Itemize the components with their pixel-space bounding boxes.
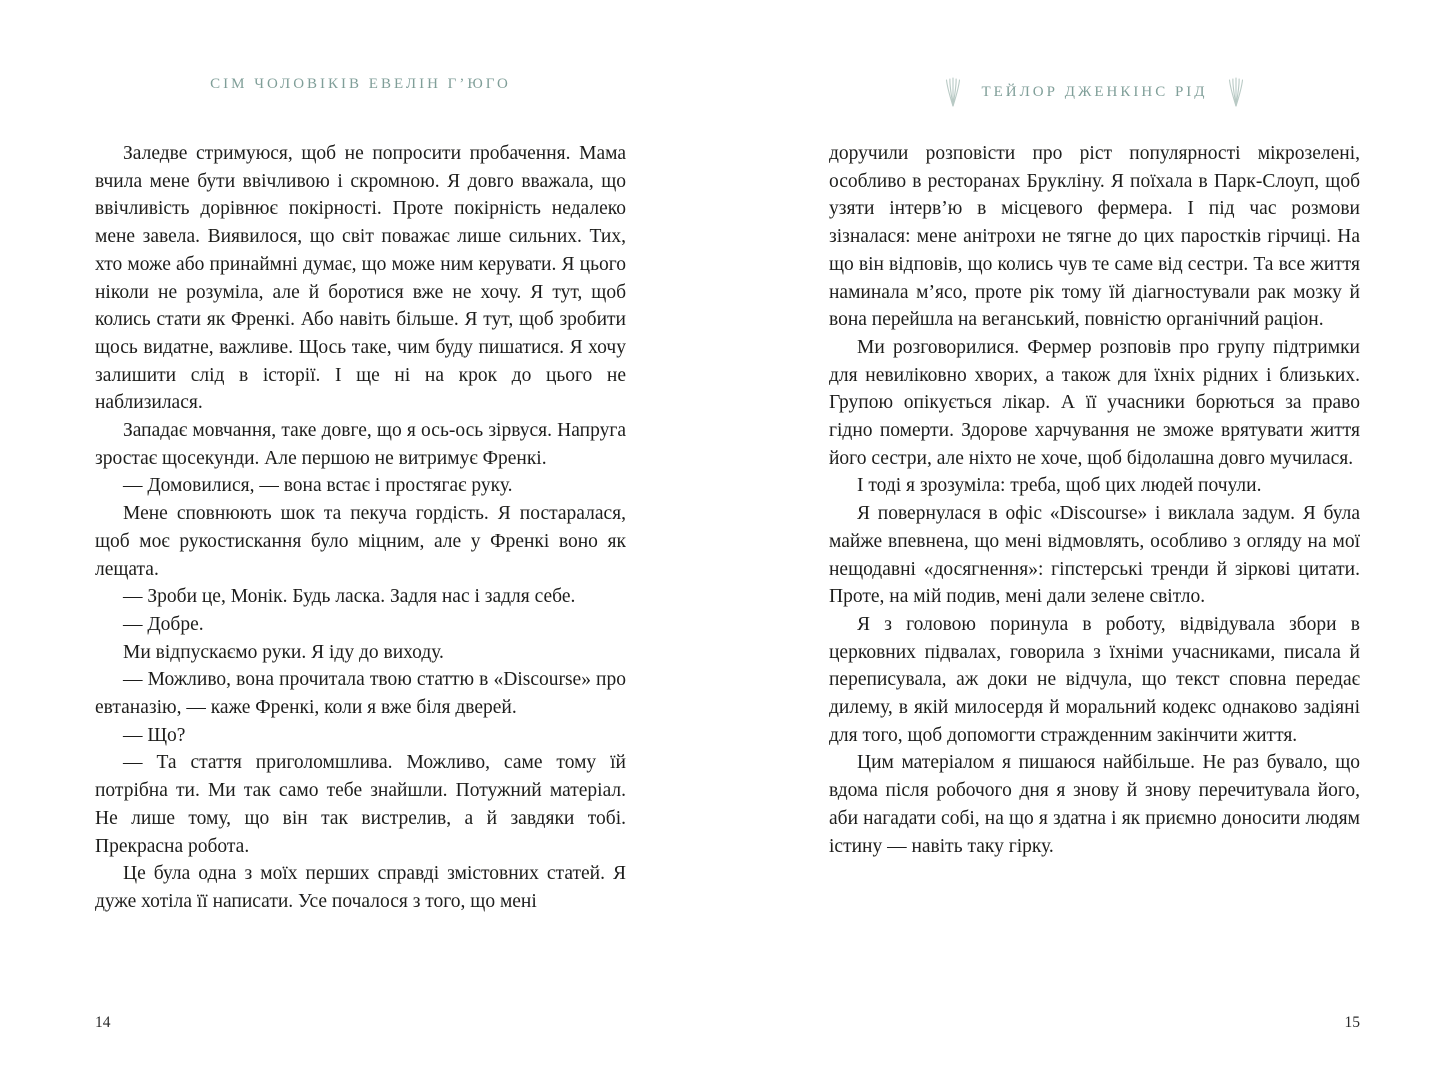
right-running-header-row (829, 76, 1360, 108)
paragraph: — Що? (123, 724, 186, 746)
fan-ornament-right-icon (1228, 76, 1244, 108)
left-running-header-row (95, 76, 626, 93)
left-running-header: СІМ ЧОЛОВІКІВ ЕВЕЛІН Г’ЮГО (210, 76, 511, 92)
paragraph: — Можливо, вона прочитала твою статтю в «Discourse» про евтаназію, — каже Френкі, коли я вже біля дверей. (95, 669, 626, 719)
paragraph: — Та стаття приголомшлива. Можливо, саме тому їй потрібна ти. Ми так само тебе знайшли. Потужний матеріал. Не лише тому, що він так вистрелив, а й завдяки тобі. Прекрасна робота. (95, 752, 626, 857)
page-left (95, 0, 626, 1084)
right-running-header: ТЕЙЛОР ДЖЕНКІНС РІД (981, 83, 1208, 100)
right-page-number: 15 (1344, 1014, 1360, 1031)
paragraph: І тоді я зрозуміла: треба, щоб цих людей почули. (857, 475, 1262, 497)
paragraph: Я з головою поринула в роботу, відвідувала збори в церковних підвалах, говорила з їхніми учасниками, писала й переписувала, аж доки не відчула, що текст сповна передає дилему, в якій милосердя й моральний кодекс однаково задіяні для того, щоб допомогти стражденним закінчити життя. (829, 613, 1360, 746)
paragraph: Заледве стримуюся, щоб не попросити пробачення. Мама вчила мене бути ввічливою і скромною. Я довго вважала, що ввічливість дорівнює покірності. Проте покірність недалеко мене завела. Виявилося, що світ поважає лише сильних. Тих, хто може або принаймні думає, що може ним керувати. Я цього ніколи не розуміла, але й боротися вже не хочу. Я тут, щоб колись стати як Френкі. Або навіть більше. Я тут, щоб зробити щось видатне, важливе. Щось таке, чим буду пишатися. Я хочу залишити слід в історії. І ще ні на крок до цього не наблизилася. (95, 143, 626, 414)
page-right (829, 0, 1360, 1084)
paragraph: Цим матеріалом я пишаюся найбільше. Не раз бувало, що вдома після робочого дня я знову й знову перечитувала його, аби нагадати собі, на що я здатна і як приємно доносити людям істину — навіть таку гірку. (829, 752, 1360, 857)
paragraph: доручили розповісти про ріст популярності мікрозелені, особливо в ресторанах Брукліну. Я поїхала в Парк-Слоуп, щоб узяти інтерв’ю в місцевого фермера. І під час розмови зізналася: мене анітрохи не тягне до цих паростків гірчиці. На що він відповів, що колись чув те саме від сестри. Та все життя наминала м’ясо, проте рік тому їй діагностували рак мозку й вона перейшла на веганський, повністю органічний раціон. (829, 143, 1360, 331)
paragraph: — Зроби це, Монік. Будь ласка. Задля нас і задля себе. (123, 586, 576, 608)
paragraph: Мене сповнюють шок та пекуча гордість. Я постаралася, щоб моє рукостискання було міцним, але у Френкі воно як лещата. (95, 503, 626, 580)
paragraph: Ми розговорилися. Фермер розповів про групу підтримки для невиліковно хворих, а також для їхніх рідних і близьких. Групою опікується лікар. А її учасники борються за право гідно померти. Здорове харчування не зможе врятувати життя його сестри, але ніхто не хоче, щоб бідолашна довго мучилася. (829, 336, 1360, 469)
paragraph: Це була одна з моїх перших справді змістовних статей. Я дуже хотіла її написати. Усе почалося з того, що мені (95, 863, 626, 912)
paragraph: Я повернулася в офіс «Discourse» і виклала задум. Я була майже впевнена, що мені відмовлять, особливо з огляду на мої нещодавні «досягнення»: гіпстерські тренди й зіркові цитати. Проте, на мій подив, мені дали зелене світло. (829, 503, 1360, 608)
fan-ornament-left-icon (945, 76, 961, 108)
paragraph: Западає мовчання, таке довге, що я ось-ось зірвуся. Напруга зростає щосекунди. Але першою не витримує Френкі. (95, 420, 626, 469)
left-page-number: 14 (95, 1014, 111, 1031)
right-page-body (829, 140, 1360, 860)
paragraph: — Добре. (123, 613, 204, 635)
paragraph: — Домовилися, — вона встає і простягає руку. (123, 475, 513, 497)
paragraph: Ми відпускаємо руки. Я іду до виходу. (123, 641, 444, 663)
left-page-body (95, 140, 626, 916)
